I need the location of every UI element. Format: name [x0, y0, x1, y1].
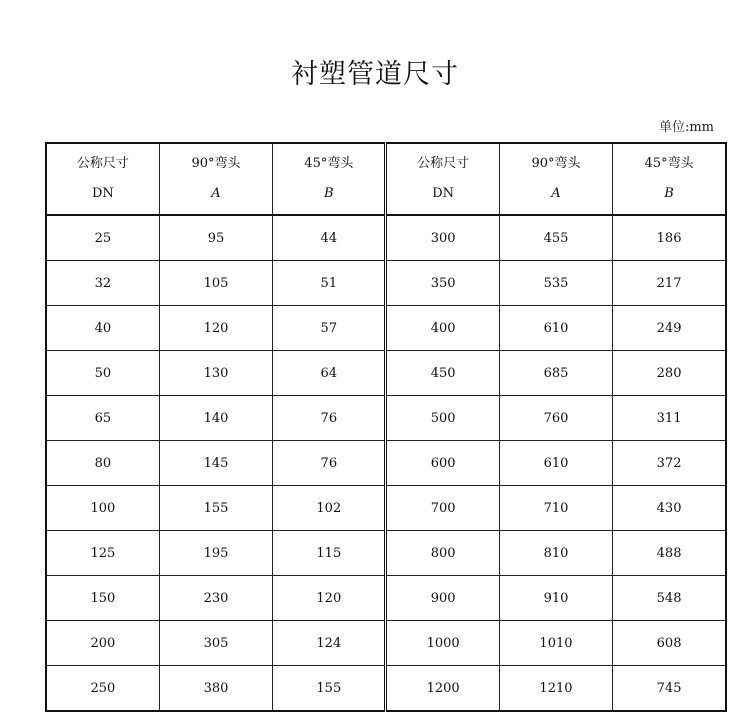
table-cell: 200 [46, 621, 159, 666]
table-cell: 125 [46, 531, 159, 576]
header-cell-90-elbow-left [159, 143, 272, 215]
table-cell: 600 [386, 441, 499, 486]
table-cell: 32 [46, 261, 159, 306]
table-cell: 280 [613, 351, 726, 396]
header-label: 45°弯头 [644, 156, 694, 171]
table-cell: 102 [273, 486, 386, 531]
table-cell: 900 [386, 576, 499, 621]
table-cell: 115 [273, 531, 386, 576]
header-cell-dn-left [46, 143, 159, 215]
table-cell: 500 [386, 396, 499, 441]
table-cell: 130 [159, 351, 272, 396]
table-cell: 548 [613, 576, 726, 621]
table-cell: 65 [46, 396, 159, 441]
table-row [46, 261, 726, 306]
table-cell: 50 [46, 351, 159, 396]
table-body [46, 215, 726, 711]
header-label: 90°弯头 [531, 156, 581, 171]
table-cell: 120 [273, 576, 386, 621]
table-cell: 95 [159, 215, 272, 261]
table-cell: 311 [613, 396, 726, 441]
header-row [46, 143, 726, 215]
table-cell: 100 [46, 486, 159, 531]
table-row [46, 486, 726, 531]
header-cell-45-elbow-left [273, 143, 386, 215]
table-cell: 57 [273, 306, 386, 351]
table-cell: 40 [46, 306, 159, 351]
table-cell: 535 [499, 261, 612, 306]
table-cell: 700 [386, 486, 499, 531]
table-cell: 430 [613, 486, 726, 531]
table-cell: 140 [159, 396, 272, 441]
table-cell: 155 [273, 666, 386, 712]
table-cell: 455 [499, 215, 612, 261]
header-label: 公称尺寸 [417, 156, 470, 171]
table-cell: 910 [499, 576, 612, 621]
table-row [46, 306, 726, 351]
header-cell-45-elbow-right [613, 143, 726, 215]
table-cell: 195 [159, 531, 272, 576]
unit-label: 单位:mm [658, 120, 714, 135]
table-cell: 51 [273, 261, 386, 306]
table-cell: 1200 [386, 666, 499, 712]
table-cell: 217 [613, 261, 726, 306]
table-cell: 249 [613, 306, 726, 351]
header-symbol: DN [92, 186, 114, 201]
table-cell: 44 [273, 215, 386, 261]
table-row [46, 576, 726, 621]
header-symbol: A [211, 186, 221, 201]
table-cell: 1010 [499, 621, 612, 666]
table-cell: 400 [386, 306, 499, 351]
table-row [46, 396, 726, 441]
table-cell: 450 [386, 351, 499, 396]
table-cell: 120 [159, 306, 272, 351]
table-cell: 25 [46, 215, 159, 261]
header-label: 公称尺寸 [76, 156, 129, 171]
table-cell: 745 [613, 666, 726, 712]
header-cell-90-elbow-right [499, 143, 612, 215]
table-row [46, 215, 726, 261]
table-cell: 760 [499, 396, 612, 441]
table-cell: 610 [499, 306, 612, 351]
page-title: 衬塑管道尺寸 [291, 59, 459, 90]
table-row [46, 351, 726, 396]
table-cell: 1210 [499, 666, 612, 712]
table-cell: 300 [386, 215, 499, 261]
table-cell: 488 [613, 531, 726, 576]
table-cell: 350 [386, 261, 499, 306]
table-cell: 186 [613, 215, 726, 261]
table-cell: 1000 [386, 621, 499, 666]
table-header [46, 143, 726, 215]
table-cell: 608 [613, 621, 726, 666]
table-cell: 250 [46, 666, 159, 712]
header-symbol: B [324, 186, 334, 201]
table-cell: 305 [159, 621, 272, 666]
header-label: 90°弯头 [191, 156, 241, 171]
table-cell: 76 [273, 396, 386, 441]
header-symbol: A [551, 186, 561, 201]
table-cell: 80 [46, 441, 159, 486]
table-cell: 810 [499, 531, 612, 576]
table-cell: 710 [499, 486, 612, 531]
table-cell: 105 [159, 261, 272, 306]
table-row [46, 441, 726, 486]
table-cell: 76 [273, 441, 386, 486]
table-cell: 372 [613, 441, 726, 486]
header-label: 45°弯头 [304, 156, 354, 171]
table-cell: 64 [273, 351, 386, 396]
table-cell: 155 [159, 486, 272, 531]
header-cell-dn-right [386, 143, 499, 215]
table-cell: 380 [159, 666, 272, 712]
table-cell: 145 [159, 441, 272, 486]
header-symbol: B [664, 186, 674, 201]
table-row [46, 621, 726, 666]
dimensions-table [45, 142, 727, 712]
table-cell: 150 [46, 576, 159, 621]
table-row [46, 666, 726, 712]
table-cell: 610 [499, 441, 612, 486]
table-cell: 230 [159, 576, 272, 621]
table-cell: 124 [273, 621, 386, 666]
table-row [46, 531, 726, 576]
table-cell: 800 [386, 531, 499, 576]
header-symbol: DN [432, 186, 455, 201]
table-cell: 685 [499, 351, 612, 396]
